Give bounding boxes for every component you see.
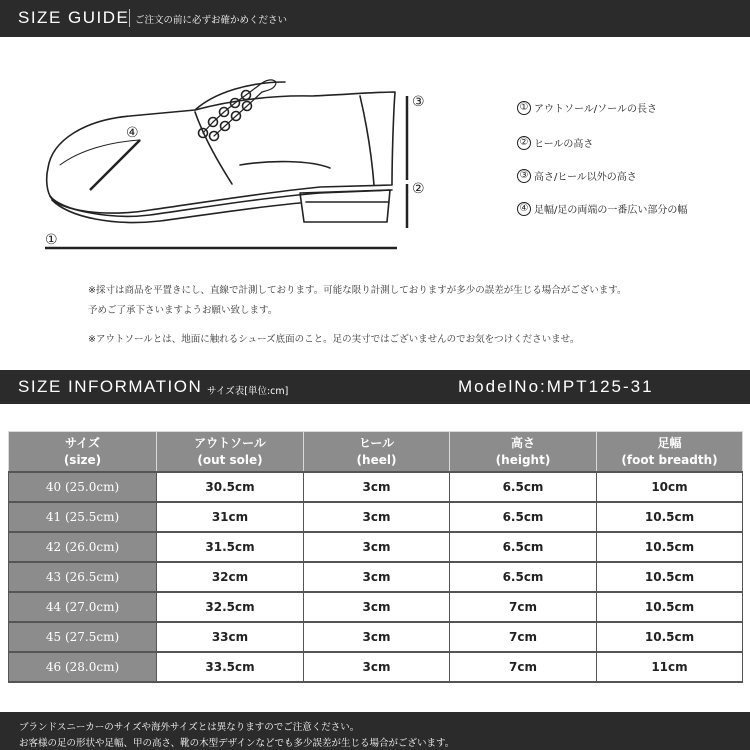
shoe-diagram [0, 40, 750, 260]
height-cell: 7cm [450, 622, 597, 652]
header-divider [129, 9, 130, 27]
legend-item-3 [517, 168, 637, 183]
note-measurement: ※採寸は商品を平置きにし、直線で計測しております。可能な限り計測しておりますが多少の誤差が生じる場合がございます。 [88, 285, 627, 296]
height-cell: 7cm [450, 652, 597, 682]
legend-text: 高さ/ヒール以外の高さ [534, 172, 637, 183]
marker-3: ③ [412, 94, 425, 110]
size-guide-header [0, 0, 750, 37]
size-cell: 45 (27.5cm) [9, 622, 157, 652]
legend-number: ① [517, 101, 531, 115]
table-row [9, 532, 743, 562]
size-unit-label: サイズ表[単位:cm] [207, 386, 289, 397]
marker-4: ④ [126, 125, 139, 141]
outsole-cell: 31.5cm [157, 532, 304, 562]
height-cell: 6.5cm [450, 472, 597, 502]
foot-breadth-cell: 10.5cm [597, 592, 743, 622]
footer-notice [0, 712, 750, 750]
outsole-cell: 32.5cm [157, 592, 304, 622]
heel-cell: 3cm [304, 622, 450, 652]
outsole-cell: 33cm [157, 622, 304, 652]
marker-1: ① [45, 232, 58, 248]
header-height: 高さ (height) [450, 432, 597, 473]
shoe-heel [300, 190, 390, 222]
outsole-cell: 33.5cm [157, 652, 304, 682]
size-cell: 41 (25.5cm) [9, 502, 157, 532]
size-information-header [0, 370, 750, 404]
model-number: ModelNo:MPT125-31 [458, 377, 654, 396]
shoe-quarter-seam [195, 112, 232, 184]
table-row [9, 562, 743, 592]
header-outsole: アウトソール (out sole) [157, 432, 304, 473]
foot-breadth-cell: 11cm [597, 652, 743, 682]
table-row [9, 502, 743, 532]
height-cell: 7cm [450, 592, 597, 622]
legend-number: ④ [517, 202, 531, 216]
table-row [9, 592, 743, 622]
legend-number: ③ [517, 169, 531, 183]
header-heel: ヒール (heel) [304, 432, 450, 473]
footer-line-1: ブランドスニーカーのサイズや海外サイズとは異なりますのでご注意ください。 [19, 722, 360, 733]
size-table [8, 431, 743, 683]
heel-cell: 3cm [304, 562, 450, 592]
legend-item-4 [517, 201, 687, 216]
size-cell: 43 (26.5cm) [9, 562, 157, 592]
foot-breadth-cell: 10cm [597, 472, 743, 502]
legend-text: 足幅/足の両端の一番広い部分の幅 [534, 205, 688, 216]
foot-breadth-cell: 10.5cm [597, 622, 743, 652]
table-header-row [9, 432, 743, 473]
outsole-cell: 30.5cm [157, 472, 304, 502]
size-guide-title: SIZE GUIDE [18, 8, 130, 27]
legend-number: ② [517, 136, 531, 150]
size-information-title: SIZE INFORMATION [18, 377, 203, 396]
outsole-cell: 31cm [157, 502, 304, 532]
footer-line-2: お客様の足の形状や足幅、甲の高さ、靴の木型デザインなどでも多少誤差が生じる場合がございます。 [19, 738, 455, 749]
table-row [9, 652, 743, 682]
note-apology: 予めご了承下さいますようお願い致します。 [88, 305, 278, 316]
heel-cell: 3cm [304, 652, 450, 682]
table-row [9, 622, 743, 652]
heel-cell: 3cm [304, 592, 450, 622]
table-row [9, 472, 743, 502]
size-cell: 44 (27.0cm) [9, 592, 157, 622]
marker-2: ② [412, 181, 425, 197]
heel-cell: 3cm [304, 472, 450, 502]
shoe-upper-outline [47, 92, 395, 213]
foot-breadth-cell: 10.5cm [597, 502, 743, 532]
legend-item-2 [517, 135, 593, 150]
legend-text: ヒールの高さ [534, 139, 594, 150]
foot-breadth-cell: 10.5cm [597, 532, 743, 562]
size-cell: 42 (26.0cm) [9, 532, 157, 562]
heel-cell: 3cm [304, 502, 450, 532]
outsole-cell: 32cm [157, 562, 304, 592]
size-cell: 46 (28.0cm) [9, 652, 157, 682]
legend-item-1 [517, 100, 657, 115]
header-size: サイズ (size) [9, 432, 157, 473]
height-cell: 6.5cm [450, 532, 597, 562]
heel-cell: 3cm [304, 532, 450, 562]
header-foot-breadth: 足幅 (foot breadth) [597, 432, 743, 473]
legend-text: アウトソール/ソールの長さ [534, 104, 657, 115]
height-cell: 6.5cm [450, 502, 597, 532]
size-guide-subtitle: ご注文の前に必ずお確かめください [135, 15, 288, 26]
foot-breadth-cell: 10.5cm [597, 562, 743, 592]
height-cell: 6.5cm [450, 562, 597, 592]
note-outsole: ※アウトソールとは、地面に触れるシューズ底面のこと。足の実寸ではございませんのでお気をつけくださいませ。 [88, 334, 580, 345]
size-cell: 40 (25.0cm) [9, 472, 157, 502]
shoe-laces [203, 86, 262, 136]
